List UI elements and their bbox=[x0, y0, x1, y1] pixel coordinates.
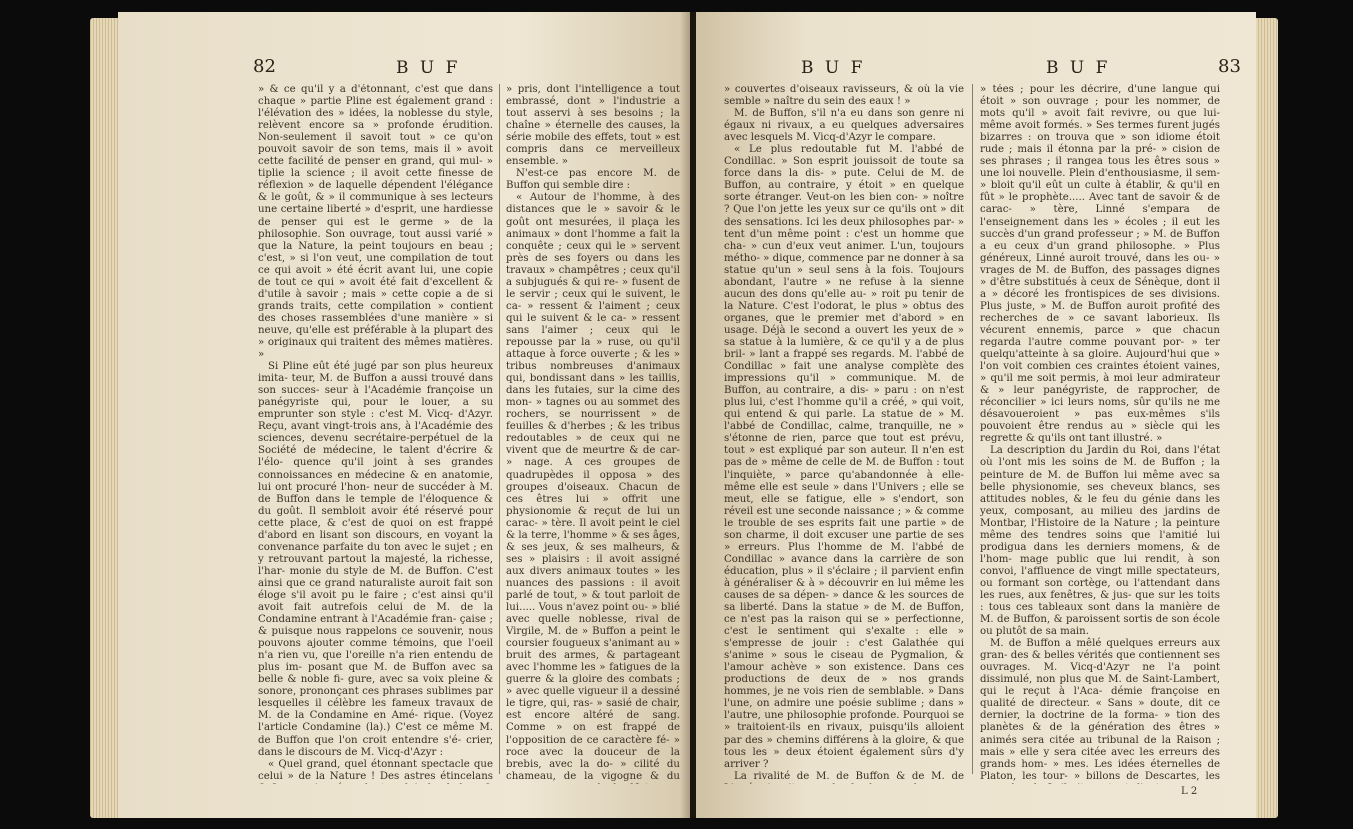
paragraph: » tées ; pour les décrire, d'une langue qui étoit » son ouvrage ; pour les nommer, de mots qu'il » avoit fait revivre, ou que lui-même avoit formés. » Ses termes furent jugés bizarres : on trouva que » son idiome étoit rude ; mais il étonna par la pré- » cision de ses phrases ; il rangea tous les êtres sous » une loi nouvelle. Plein d'enthousiasme, il sem- » bloit qu'il eût un culte à établir, & qu'il en fût » le prophète..... Avec tant de savoir & de carac- » tère, Linné s'empara de l'enseignement dans les » écoles ; il eut les succès d'un grand professeur ; » M. de Buffon a eu ceux d'un grand philosophe. » Plus généreux, Linné auroit trouvé, dans les ou- » vrages de M. de Buffon, des passages dignes » d'être substitués à ceux de Sénèque, dont il a » décoré les frontispices de ses divisions. Plus juste, » M. de Buffon auroit profité des recherches de » ce savant laborieux. Ils vécurent ennemis, parce » que chacun regarda l'autre comme pouvant por- » ter quelqu'atteinte à sa gloire. Aujourd'hui que » l'on voit combien ces craintes étoient vaines, » qu'il me soit permis, à moi leur admirateur & » leur panégyriste, de rapprocher, de réconcilier » ici leurs noms, sûr qu'ils ne me désavoueroient » pas eux-mêmes s'ils pouvoient être rendus au » siècle qui les regrette & qu'ils ont tant illustré. » bbox=[980, 84, 1220, 445]
paragraph: La description du Jardin du Roi, dans l'état où l'ont mis les soins de M. de Buffon ; la peinture de M. de Buffon lui même avec sa belle physionomie, ses cheveux blancs, ses attitudes nobles, & le feu du génie dans les yeux, composant, au milieu des jardins de Montbar, l'Histoire de la Nature ; la peinture même des tendres soins que l'amitié lui prodigua dans les derniers momens, & de l'hom- mage public que lui rendit, à son convoi, l'affluence de vingt mille spectateurs, ou formant son cortège, ou l'attendant dans les rues, aux fenêtres, & jus- que sur les toits : tous ces tableaux sont dans la manière de M. de Buffon, & paroissent sortis de son école ou plutôt de sa main. bbox=[980, 445, 1220, 638]
paragraph: » couvertes d'oiseaux ravisseurs, & où la vie semble » naître du sein des eaux ! » bbox=[724, 84, 964, 108]
right-page-number: 83 bbox=[1218, 56, 1241, 77]
paragraph: « Le plus redoutable fut M. l'abbé de Condillac. » Son esprit jouissoit de toute sa force dans la dis- » pute. Celui de M. de Buffon, au contraire, y étoit » en quelque sorte étranger. Veut-on les bien con- » noître ? Que l'on jette les yeux sur ce qu'ils ont » dit des sensations. Ici les deux philosophes par- » tent d'un même point : c'est un homme que cha- » cun d'eux veut animer. L'un, toujours métho- » dique, commence par ne donner à sa statue qu'un » seul sens à la fois. Toujours abondant, l'autre » ne refuse à la sienne aucun des dons qu'elle au- » roit pu tenir de la Nature. C'est l'odorat, le plus » obtus des organes, que le premier met d'abord » en usage. Déjà le second a ouvert les yeux de » sa statue à la lumière, & ce qu'il y a de plus bril- » lant a frappé ses regards. M. l'abbé de Condillac » fait une analyse complète des impressions qu'il » communique. M. de Buffon, au contraire, a dis- » paru : on n'est plus lui, c'est l'homme qu'il a créé, » qui voit, qui entend & qui parle. La statue de » M. l'abbé de Condillac, calme, tranquille, ne » s'étonne de rien, parce que tout est prévu, tout » est expliqué par son auteur. Il n'en est pas de » même de celle de M. de Buffon : tout l'inquiète, » parce qu'abandonnée à elle-même elle est seule » dans l'Univers ; elle se meut, elle se fatigue, elle » s'endort, son réveil est une seconde naissance ; » & comme le trouble de ses esprits fait une partie » de son charme, il doit excuser une partie de ses » erreurs. Plus l'homme de M. l'abbé de Condillac » avance dans la carrière de son éducation, plus » il s'éclaire ; il parvient enfin à généraliser & à » découvrir en lui même les causes de sa dépen- » dance & les sources de sa liberté. Dans la statue » de M. de Buffon, ce n'est pas la raison qui se » perfectionne, c'est le sentiment qui s'exalte : elle » s'empresse de jouir : c'est Galathée qui s'anime » sous le ciseau de Pygmalion, & l'amour achève » son existence. Dans ces productions de deux de » nos grands hommes, je ne vois rien de semblable. » Dans l'une, on admire une poésie sublime ; dans » l'autre, une philosophie profonde. Pourquoi se » traitoient-ils en rivaux, puisqu'ils alloient par des » chemins différens à la gloire, & que tous les » deux étoient également sûrs d'y arriver ? bbox=[724, 144, 964, 770]
right-column-2 bbox=[980, 84, 1220, 784]
paragraph: » & ce qu'il y a d'étonnant, c'est que dans chaque » partie Pline est également grand : l'élévation des » idées, la noblesse du style, relèvent encore sa » profonde érudition. Non-seulement il savoit tout » ce qu'on pouvoit savoir de son tems, mais il » avoit cette facilité de penser en grand, qui mul- » tiplie la science ; il avoit cette finesse de réflexion » de laquelle dépendent l'élégance & le goût, & » il communique à ses lecteurs une certaine liberté » d'esprit, une hardiesse de penser qui est le germe » de la philosophie. Son ouvrage, tout aussi varié » que la Nature, la peint toujours en beau ; c'est, » si l'on veut, une compilation de tout ce qui avoit » été écrit avant lui, une copie de tout ce qui » avoit été fait d'excellent & d'utile à savoir ; mais » cette copie a de si grands traits, cette compilation » contient des choses rassemblées d'une manière » si neuve, qu'elle est préférable à la plupart des » originaux qui traitent des mêmes matières. » bbox=[258, 84, 493, 361]
paragraph: N'est-ce pas encore M. de Buffon qui semble dire : bbox=[506, 168, 680, 192]
paragraph: La rivalité de M. de Buffon & de M. de bbox=[734, 770, 964, 782]
left-column-1 bbox=[258, 84, 493, 784]
left-column-2 bbox=[506, 84, 680, 784]
paragraph: « Autour de l'homme, à des distances que le » savoir & le goût ont mesurées, il plaça les animaux » dont l'homme a fait la conquête ; ceux qui le » servent près de ses foyers ou dans les travaux » champêtres ; ceux qu'il a subjugués & qui re- » fusent de le servir ; ceux qui le suivent, le ca- » ressent & l'aiment ; ceux qui le suivent & le ca- » ressent sans l'aimer ; ceux qui le repousse par la » ruse, ou qu'il attaque à force ouverte ; & les » tribus nombreuses d'animaux qui, bondissant dans » les taillis, dans les futaies, sur la cime des mon- » tagnes ou au sommet des rochers, se nourrissent » de feuilles & d'herbes ; & les tribus redoutables » de ceux qui ne vivent que de meurtre & de car- » nage. A ces groupes de quadrupèdes il opposa » des groupes d'oiseaux. Chacun de ces êtres lui » offrit une physionomie & reçut de lui un carac- » tère. Il avoit peint le ciel & la terre, l'homme » & ses âges, & ses jeux, & ses malheurs, & ses » plaisirs : il avoit assigné aux divers animaux toutes » les nuances des passions : il avoit parlé de tout, » & tout parloit de lui..... Vous n'avez point ou- » blié avec quelle noblesse, rival de Virgile, M. de » Buffon a peint le coursier fougueux s'animant au » bruit des armes, & partageant avec l'homme les » fatigues de la guerre & la gloire des combats ; » avec quelle vigueur il a dessiné le tigre, qui, ras- » sasié de chair, est encore altéré de sang. Comme » on est frappé de l'opposition de ce caractère fé- » roce avec la douceur de la brebis, avec la do- » cilité du chameau, de la vigogne & du bbox=[506, 192, 680, 782]
left-page-edges bbox=[90, 18, 120, 818]
signature-mark: L 2 bbox=[1181, 786, 1198, 797]
open-book bbox=[90, 8, 1278, 826]
paragraph: M. de Buffon, s'il n'a eu dans son genre ni égaux ni rivaux, a eu quelques adversaires avec lesquels M. Vicq-d'Azyr le compare. bbox=[724, 108, 964, 144]
left-page bbox=[118, 12, 690, 818]
paragraph: » pris, dont l'intelligence a tout embrassé, dont » l'industrie a tout asservi à ses besoins ; la chaîne » éternelle des causes, la série mobile des effets, tout » est compris dans ce merveilleux ensemble. » bbox=[506, 84, 680, 168]
paragraph: Si Pline eût été jugé par son plus heureux imita- teur, M. de Buffon a aussi trouvé dans son succes- seur à l'Académie françoise un panégyriste qui, pour le louer, a su emprunter son style : c'est M. Vicq- d'Azyr. Reçu, avant vingt-trois ans, à l'Académie des sciences, devenu secrétaire-perpétuel de la Société de médecine, le talent d'écrire & l'élo- quence qu'il joint à ses grandes connoissances en médecine & en anatomie, lui ont procuré l'hon- neur de succéder à M. de Buffon dans le temple de l'éloquence & du goût. Il sembloit avoir été réservé pour cette place, & c'est de quoi on est frappé d'abord en lisant son discours, en voyant la convenance parfaite du ton avec le sujet ; en y retrouvant partout la majesté, la richesse, l'har- monie du style de M. de Buffon. C'est ainsi que ce grand naturaliste auroit fait son éloge s'il avoit pu le faire ; c'est ainsi qu'il avoit fait autrefois celui de M. de la Condamine entrant à l'Académie fran- çaise ; & puisque nous rappelons ce souvenir, nous pouvons ajouter comme témoins, que l'oeil n'a rien vu, que l'oreille n'a rien entendu de plus im- posant que M. de Buffon avec sa belle & noble fi- gure, avec sa voix pleine & sonore, prononçant ces phrases sublimes par lesquelles il célèbre les fameux travaux de M. de la Condamine en Amé- rique. (Voyez l'article Condamine (la).) C'est ce même M. de Buffon que l'on croit entendre s'é- crier, dans le discours de M. Vicq-d'Azyr : bbox=[258, 361, 493, 758]
right-column-1 bbox=[724, 84, 964, 784]
right-running-head-right: B U F bbox=[1046, 58, 1111, 78]
right-running-head-left: B U F bbox=[801, 58, 866, 78]
paragraph: « Quel grand, quel étonnant spectacle que celui » de la Nature ! Des astres étincelans bbox=[258, 758, 493, 782]
left-page-number: 82 bbox=[253, 56, 276, 77]
column-rule bbox=[499, 84, 500, 774]
column-rule bbox=[972, 84, 973, 774]
right-page bbox=[696, 12, 1256, 818]
right-page-edges bbox=[1256, 18, 1278, 818]
paragraph: M. de Buffon a mêlé quelques erreurs aux gran- des & belles vérités que contiennent ses ouvrages. M. Vicq-d'Azyr ne l'a point dissimulé, non plus que M. de Saint-Lambert, qui le reçut à l'Aca- démie françoise en qualité de directeur. « Sans » doute, dit ce dernier, la doctrine de la forma- » tion des planètes & de la génération des êtres » animés sera citée au tribunal de la Raison ; mais » elle y sera citée avec les erreurs des grands hom- » mes. Les idées éternelles de Platon, les tour- » billons de Descartes, les bbox=[980, 638, 1220, 782]
left-running-head: B U F bbox=[396, 58, 461, 78]
